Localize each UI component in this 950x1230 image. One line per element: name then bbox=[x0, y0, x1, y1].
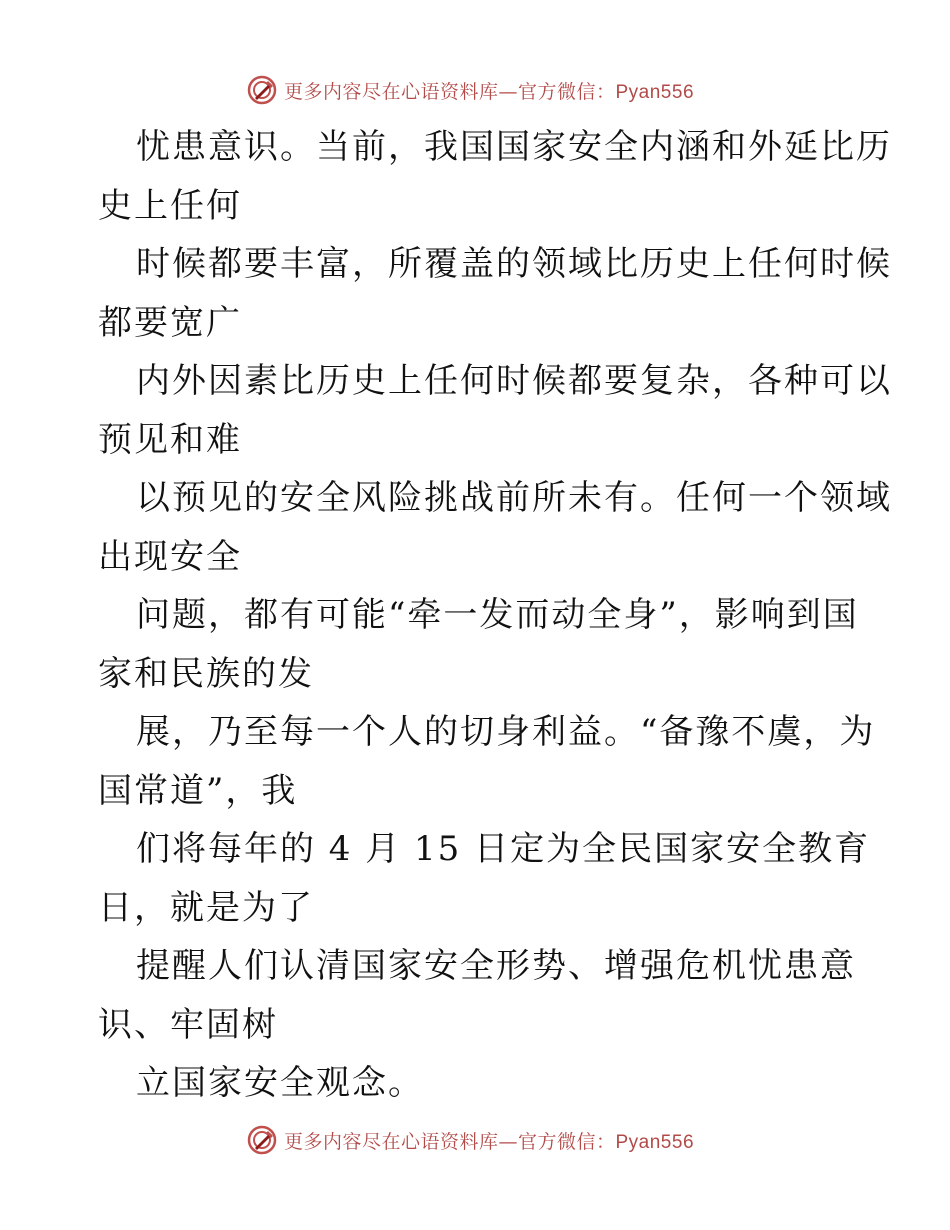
text-line: 时候都要丰富，所覆盖的领域比历史上任何时候 bbox=[136, 244, 892, 284]
header-banner-content bbox=[246, 74, 694, 106]
footer-banner-text bbox=[284, 1127, 694, 1154]
text-line: 提醒人们认清国家安全形势、增强危机忧患意 bbox=[136, 946, 856, 986]
body-text bbox=[98, 118, 892, 1113]
text-line: 预见和难 bbox=[98, 419, 242, 460]
footer-banner-label: 更多内容尽在心语资料库—官方微信： bbox=[283, 1130, 616, 1153]
text-line: 内外因素比历史上任何时候都要复杂，各种可以 bbox=[136, 361, 892, 401]
header-banner-text bbox=[284, 77, 694, 104]
footer-banner-content bbox=[246, 1124, 694, 1156]
text-line: 以预见的安全风险挑战前所未有。任何一个领域 bbox=[136, 478, 892, 518]
text-line: 问题，都有可能“牵一发而动全身”，影响到国 bbox=[136, 595, 859, 635]
text-line: 展，乃至每一个人的切身利益。“备豫不虞，为 bbox=[136, 712, 876, 752]
text-line: 国常道”，我 bbox=[98, 770, 298, 811]
text-line: 们将每年的 4 月 15 日定为全民国家安全教育 bbox=[136, 829, 871, 869]
text-line: 忧患意识。当前，我国国家安全内涵和外延比历 bbox=[136, 127, 892, 167]
text-line: 出现安全 bbox=[98, 536, 242, 577]
text-line: 家和民族的发 bbox=[98, 653, 314, 694]
text-line: 识、牢固树 bbox=[98, 1004, 278, 1045]
footer-wechat-id: Pyan556 bbox=[615, 1131, 695, 1153]
text-line: 史上任何 bbox=[98, 185, 242, 226]
text-line: 都要宽广 bbox=[98, 302, 242, 343]
text-line: 立国家安全观念。 bbox=[136, 1063, 424, 1103]
text-line: 日，就是为了 bbox=[98, 887, 314, 928]
header-banner-label: 更多内容尽在心语资料库—官方微信： bbox=[283, 80, 616, 103]
header-wechat-id: Pyan556 bbox=[615, 81, 695, 103]
header-banner bbox=[0, 70, 950, 110]
brand-logo-icon bbox=[246, 1124, 278, 1156]
brand-logo-icon bbox=[246, 74, 278, 106]
footer-banner bbox=[0, 1120, 950, 1160]
